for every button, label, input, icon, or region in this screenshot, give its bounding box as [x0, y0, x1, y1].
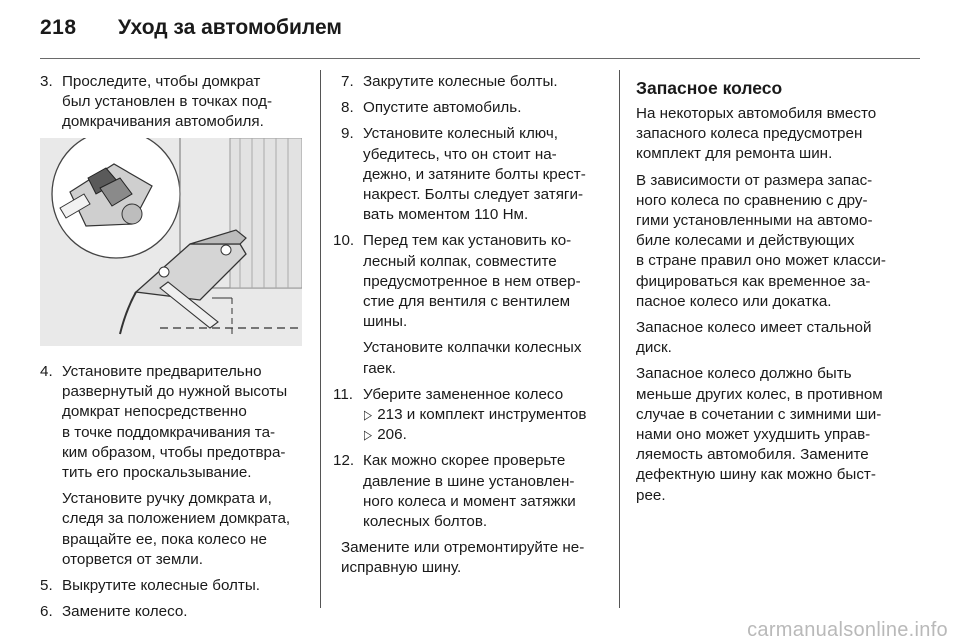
item-number: 8. [341, 99, 354, 117]
column-divider-2 [619, 70, 620, 608]
jack-illustration [40, 138, 302, 346]
text-line: ляемость автомобиля. Замените [636, 446, 869, 464]
list-item-5 [40, 576, 312, 596]
item-number: 4. [40, 363, 53, 380]
item-line: ного колеса и момент затяжки [363, 492, 576, 510]
item-line: колесных болтов. [363, 513, 488, 531]
item-line: в точке поддомкрачивания та- [62, 423, 276, 441]
list-item-10 [333, 231, 615, 378]
item-line: был установлен в точках под- [62, 93, 273, 111]
cross-reference[interactable]: 206. [377, 426, 407, 444]
item-line: давление в шине установлен- [363, 472, 575, 490]
text-line: Запасное колесо имеет стальной [636, 319, 872, 337]
item-line: Как можно скорее проверьте [363, 452, 566, 470]
item-line: дежно, и затяните болты крест- [363, 165, 586, 183]
triangle-reference-icon: ▷ [364, 407, 372, 423]
item-line: Уберите замененное колесо [363, 385, 564, 403]
text-line: фицироваться как временное за- [636, 272, 871, 290]
text-line: гими установленными на автомо- [636, 212, 873, 230]
column-left-lower [40, 362, 312, 628]
item-line: гаек. [363, 359, 396, 377]
item-line: убедитесь, что он стоит на- [363, 145, 557, 163]
item-line: оторвется от земли. [62, 550, 203, 568]
item-number: 12. [333, 452, 355, 470]
text-line: биле колесами и действующих [636, 232, 855, 250]
item-line: ким образом, чтобы предотвра- [62, 443, 286, 461]
item-line: Замените или отремонтируйте не- [341, 539, 585, 557]
item-line: тить его проскальзывание. [62, 464, 252, 482]
item-line: вращайте ее, пока колесо не [62, 530, 267, 548]
list-item-11 [333, 385, 615, 446]
item-number: 11. [333, 385, 353, 403]
text-line: В зависимости от размера запас- [636, 171, 873, 189]
list-item-4 [40, 362, 312, 570]
item-line: Установите предварительно [62, 363, 262, 380]
item-line: следя за положением домкрата, [62, 510, 291, 528]
text-line: пасное колесо или докатка. [636, 292, 832, 310]
jack-placement-drawing [40, 138, 302, 346]
paragraph [636, 104, 926, 165]
watermark: carmanualsonline.info [747, 619, 948, 641]
text-line: рее. [636, 486, 666, 504]
text-line: случае в сочетании с зимними ши- [636, 405, 882, 423]
text-line: диск. [636, 339, 672, 357]
item-line: домкрачивания автомобиля. [62, 113, 264, 131]
section-title: Уход за автомобилем [118, 16, 342, 39]
item-line: Установите ручку домкрата и, [62, 490, 272, 508]
item-number: 3. [40, 73, 53, 90]
item-line: Перед тем как установить ко- [363, 232, 572, 250]
spare-wheel-heading: Запасное колесо [636, 78, 783, 98]
item-line: Установите колесный ключ, [363, 125, 558, 143]
item-number: 10. [333, 232, 355, 250]
list-item-9 [333, 124, 615, 225]
text-line: запасного колеса предусмотрен [636, 125, 863, 143]
item-line: вать моментом 110 Нм. [363, 206, 529, 224]
item-line: шины. [363, 313, 408, 331]
paragraph [636, 171, 926, 312]
column-right [636, 72, 926, 512]
item-line: накрест. Болты следует затяги- [363, 186, 584, 204]
column-left [40, 72, 312, 139]
text-line: ного колеса по сравнению с дру- [636, 191, 868, 209]
item-subparagraph [363, 338, 615, 378]
text-line: в стране правил оно может класси- [636, 252, 886, 270]
cross-reference[interactable]: 213 и комплект инструментов [377, 406, 587, 424]
list-item-7 [333, 72, 615, 92]
column-divider-1 [320, 70, 321, 608]
column-middle [333, 72, 615, 579]
page-number: 218 [40, 16, 77, 39]
item-line: предусмотренное в нем отвер- [363, 272, 581, 290]
list-item-6 [40, 602, 312, 622]
item-line: Проследите, чтобы домкрат [62, 73, 261, 90]
text-line: комплект для ремонта шин. [636, 145, 833, 163]
triangle-reference-icon: ▷ [364, 427, 372, 443]
list-item-3 [40, 72, 312, 133]
list-item-8 [333, 98, 615, 118]
item-line: Установите колпачки колесных [363, 339, 582, 357]
list-item-12 [333, 451, 615, 532]
closing-paragraph [333, 538, 615, 578]
item-line: лесный колпак, совместите [363, 252, 557, 270]
item-line [363, 405, 615, 425]
text-line: На некоторых автомобиля вместо [636, 105, 877, 122]
header-rule [40, 58, 920, 59]
item-subparagraph [62, 489, 312, 570]
item-line: Опустите автомобиль. [363, 99, 522, 117]
text-line: меньше других колес, в противном [636, 385, 883, 403]
paragraph [636, 318, 926, 358]
text-line: Запасное колесо должно быть [636, 365, 852, 383]
item-number: 7. [341, 73, 354, 90]
item-line: стие для вентиля с вентилем [363, 293, 571, 311]
item-number: 5. [40, 577, 53, 595]
paragraph [636, 364, 926, 505]
item-number: 6. [40, 603, 53, 621]
item-line: развернутый до нужной высоты [62, 383, 288, 401]
text-line: нами оно может ухудшить управ- [636, 426, 871, 444]
page-header [0, 0, 960, 60]
item-line [363, 425, 615, 445]
text-line: дефектную шину как можно быст- [636, 466, 876, 484]
item-number: 9. [341, 125, 354, 143]
item-line: Закрутите колесные болты. [363, 73, 558, 90]
item-line: Выкрутите колесные болты. [62, 577, 261, 595]
item-line: домкрат непосредственно [62, 403, 247, 421]
item-line: Замените колесо. [62, 603, 188, 621]
item-line: исправную шину. [341, 559, 462, 577]
